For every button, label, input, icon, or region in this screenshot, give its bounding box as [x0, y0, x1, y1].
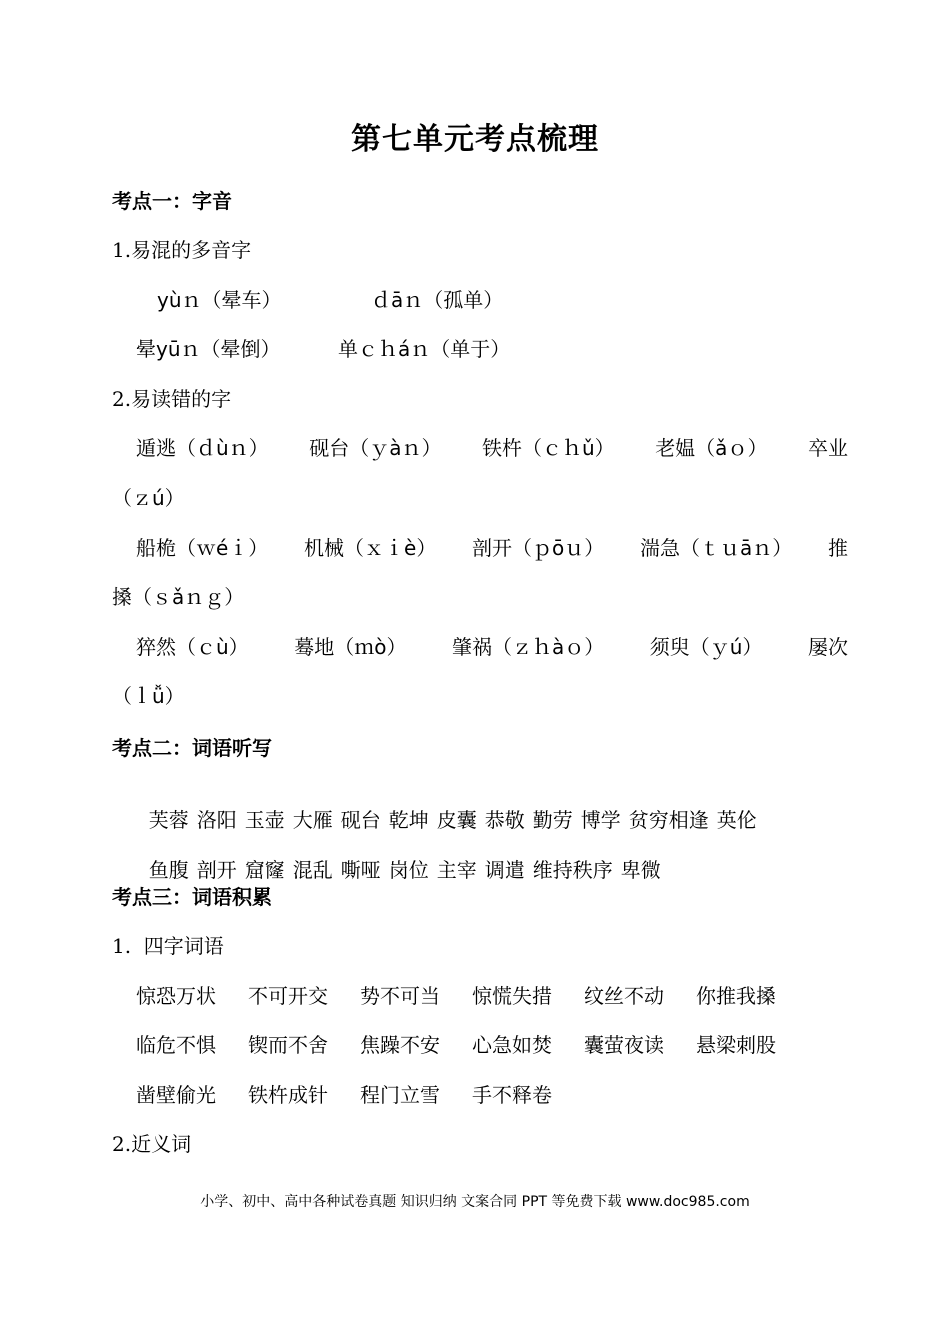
- pron-item: 猝然（ｃù）: [136, 635, 249, 659]
- word: 岗位: [388, 858, 429, 882]
- polyphone-chan-yu: 单ｃｈáｎ（单于）: [338, 337, 511, 361]
- pron-item: 剖开（ｐōｕ）: [472, 536, 605, 560]
- section3-sub2: 2.近义词: [112, 1132, 192, 1156]
- word: 剖开: [196, 858, 237, 882]
- word: 洛阳: [196, 808, 237, 832]
- pron-continued: 搡（ｓǎｎｇ）: [112, 585, 245, 609]
- polyphone-dan-gudan: ｄāｎ（孤单）: [371, 288, 504, 312]
- idiom: 铁杵成针: [248, 1083, 328, 1107]
- word: 芙蓉: [148, 808, 189, 832]
- pron-item: 机械（ｘｉè）: [304, 536, 437, 560]
- pron-row-3: [136, 631, 848, 660]
- pron-row-1: [136, 432, 848, 461]
- pron-item: 船桅（ｗéｉ）: [136, 536, 269, 560]
- idiom: 手不释卷: [472, 1083, 552, 1107]
- word-list-2: [136, 830, 669, 883]
- word: 博学: [580, 808, 621, 832]
- pron-continued: （ｚú）: [112, 486, 185, 510]
- idiom-row-1: [136, 980, 808, 1009]
- word: 窟窿: [244, 858, 285, 882]
- word: 恭敬: [484, 808, 525, 832]
- word: 玉壶: [244, 808, 285, 832]
- word: 混乱: [292, 858, 333, 882]
- idiom: 悬梁刺股: [696, 1033, 776, 1057]
- section1-sub1: 1.易混的多音字: [112, 238, 252, 262]
- footer-text: 小学、初中、高中各种试卷真题 知识归纳 文案合同 PPT 等免费下载 www.doc985.com: [200, 1194, 750, 1210]
- section3-sub1: 1. 四字词语: [112, 934, 224, 958]
- word: 大雁: [292, 808, 333, 832]
- idiom: 锲而不舍: [248, 1033, 328, 1057]
- pron-item: 砚台（ｙàｎ）: [309, 436, 442, 460]
- idiom: 心急如焚: [472, 1033, 552, 1057]
- pron-item: 须臾（ｙú）: [649, 635, 763, 659]
- word: 乾坤: [388, 808, 429, 832]
- idiom: 惊慌失措: [472, 984, 552, 1008]
- pron-item: 蓦地（ｍò）: [294, 635, 407, 659]
- word: 砚台: [340, 808, 381, 832]
- idiom-row-2: [136, 1029, 808, 1058]
- polyphone-yun-che: yùｎ（晕车）: [157, 288, 282, 312]
- idiom: 不可开交: [248, 984, 328, 1008]
- pron-item: 铁杵（ｃｈǔ）: [481, 436, 615, 460]
- section3-heading: 考点三：词语积累: [112, 885, 272, 909]
- idiom-row-3: [136, 1079, 584, 1108]
- idiom: 惊恐万状: [136, 984, 216, 1008]
- pron-item: 肇祸（ｚｈàｏ）: [451, 635, 605, 659]
- pron-item: 老媪（ǎｏ）: [655, 436, 768, 460]
- pron-item: 推: [827, 536, 848, 560]
- section1-sub2: 2.易读错的字: [112, 387, 232, 411]
- pron-continued: （ｌǚ）: [112, 684, 185, 708]
- word: 维持秩序: [532, 858, 613, 882]
- idiom: 焦躁不安: [360, 1033, 440, 1057]
- pron-item: 遁逃（ｄùｎ）: [136, 436, 269, 460]
- idiom: 程门立雪: [360, 1083, 440, 1107]
- word: 嘶哑: [340, 858, 381, 882]
- idiom: 凿壁偷光: [136, 1083, 216, 1107]
- idiom: 囊萤夜读: [584, 1033, 664, 1057]
- section1-heading: 考点一：字音: [112, 189, 232, 213]
- word: 英伦: [716, 808, 757, 832]
- word: 调遣: [484, 858, 525, 882]
- pron-item: 屡次: [807, 635, 848, 659]
- word: 鱼腹: [148, 858, 189, 882]
- section2-heading: 考点二：词语听写: [112, 736, 272, 760]
- idiom: 势不可当: [360, 984, 440, 1008]
- word: 勤劳: [532, 808, 573, 832]
- word: 主宰: [436, 858, 477, 882]
- polyphone-yun-daoxia: 晕yūｎ（晕倒）: [136, 337, 281, 361]
- pron-row-2: [136, 532, 848, 561]
- idiom: 你推我搡: [696, 984, 776, 1008]
- idiom: 纹丝不动: [584, 984, 664, 1008]
- word-list-1: [136, 780, 765, 833]
- word: 卑微: [620, 858, 661, 882]
- word: 皮囊: [436, 808, 477, 832]
- word: 贫穷相逢: [628, 808, 709, 832]
- pron-item: 湍急（ｔｕāｎ）: [639, 536, 793, 560]
- idiom: 临危不惧: [136, 1033, 216, 1057]
- page-title: 第七单元考点梳理: [351, 122, 599, 157]
- pron-item: 卒业: [807, 436, 848, 460]
